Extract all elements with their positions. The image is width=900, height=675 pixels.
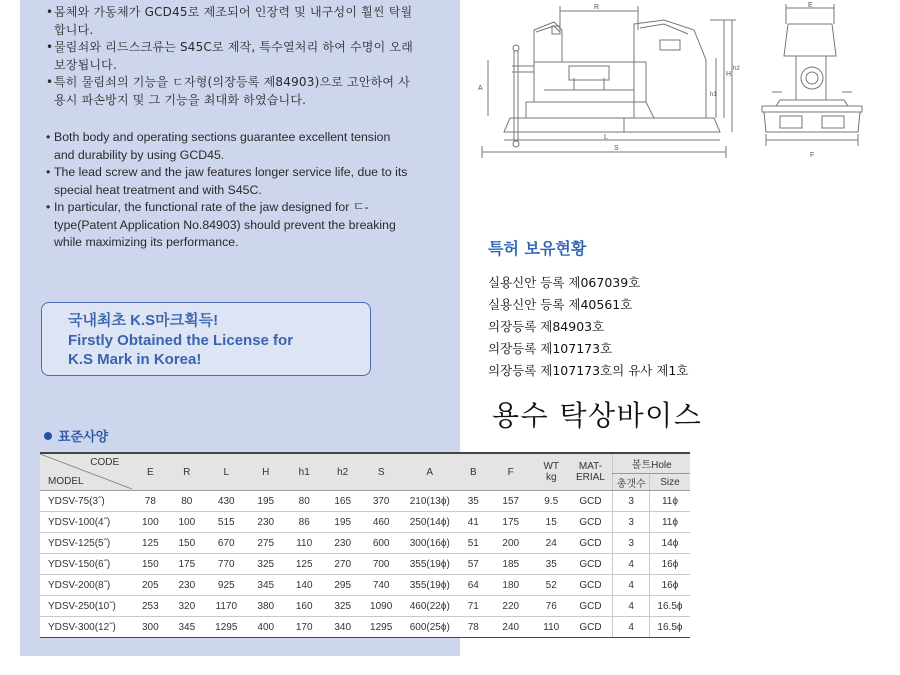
table-row xyxy=(40,596,690,617)
feature-en-item: • The lead screw and the jaw features longer service life, due to its special heat treatment and with S45C. xyxy=(46,164,412,199)
spec-cell: GCD xyxy=(568,512,613,533)
table-row xyxy=(40,512,690,533)
spec-cell: 11ϕ xyxy=(649,491,690,512)
spec-cell: 200 xyxy=(487,533,534,554)
spec-cell: 1170 xyxy=(206,596,246,617)
spec-cell: GCD xyxy=(568,554,613,575)
spec-cell: 295 xyxy=(323,575,361,596)
dim-label-h: H xyxy=(726,71,732,78)
spec-cell: 740 xyxy=(362,575,400,596)
model-code-cell: YDSV-250(10˝) xyxy=(40,596,133,617)
spec-cell: 325 xyxy=(247,554,285,575)
table-row xyxy=(40,617,690,638)
spec-cell: 170 xyxy=(285,617,323,638)
model-code-cell: YDSV-125(5˝) xyxy=(40,533,133,554)
spec-cell: 180 xyxy=(487,575,534,596)
spec-cell: 600(25ϕ) xyxy=(400,617,459,638)
spec-cell: 670 xyxy=(206,533,246,554)
model-code-cell: YDSV-100(4˝) xyxy=(40,512,133,533)
spec-cell: 16.5ϕ xyxy=(649,596,690,617)
spec-cell: GCD xyxy=(568,533,613,554)
dim-label-h1: h1 xyxy=(710,92,717,98)
spec-cell: 230 xyxy=(247,512,285,533)
spec-cell: 76 xyxy=(534,596,568,617)
spec-cell: 71 xyxy=(459,596,487,617)
spec-cell: 270 xyxy=(323,554,361,575)
spec-cell: GCD xyxy=(568,575,613,596)
spec-cell: 515 xyxy=(206,512,246,533)
spec-cell: 253 xyxy=(133,596,167,617)
spec-cell: 230 xyxy=(168,575,206,596)
model-code-cell: YDSV-300(12˝) xyxy=(40,617,133,638)
spec-cell: 320 xyxy=(168,596,206,617)
spec-cell: 355(19ϕ) xyxy=(400,554,459,575)
spec-cell: 925 xyxy=(206,575,246,596)
spec-cell: 185 xyxy=(487,554,534,575)
feature-ko-item: • 특히 물림쇠의 기능을 ㄷ자형(의장등록 제84903)으로 고안하여 사용시 파손방지 및 그 기능을 최대화 하였습니다. xyxy=(46,74,414,109)
feature-en-item: • Both body and operating sections guarantee excellent tension and durability by using GCD45. xyxy=(46,129,412,164)
patent-item: 의장등록 제84903호 xyxy=(488,319,605,334)
spec-cell: 11ϕ xyxy=(649,512,690,533)
header-bolt-size: Size xyxy=(649,474,690,491)
spec-cell: 35 xyxy=(459,491,487,512)
feature-ko-item: • 물림쇠와 리드스크류는 S45C로 제작, 특수열처리 하여 수명이 오래 보장됩니다. xyxy=(46,39,414,74)
header-f: F xyxy=(487,453,534,491)
spec-cell: 4 xyxy=(613,596,649,617)
side-view-drawing xyxy=(474,0,744,172)
patent-section xyxy=(488,236,688,382)
dim-label-h2: h2 xyxy=(733,66,740,72)
header-code-model xyxy=(40,453,133,491)
patent-title: 특허 보유현황 xyxy=(488,239,587,258)
spec-cell: 4 xyxy=(613,617,649,638)
spec-cell: 210(13ϕ) xyxy=(400,491,459,512)
dim-label-e: E xyxy=(808,2,813,9)
header-code: CODE xyxy=(90,457,120,468)
spec-cell: 3 xyxy=(613,491,649,512)
dim-label-s: S xyxy=(614,145,619,152)
spec-cell: 160 xyxy=(285,596,323,617)
front-view-drawing xyxy=(752,0,872,172)
spec-cell: 110 xyxy=(534,617,568,638)
spec-cell: 700 xyxy=(362,554,400,575)
spec-cell: 24 xyxy=(534,533,568,554)
spec-cell: 9.5 xyxy=(534,491,568,512)
spec-cell: 16ϕ xyxy=(649,575,690,596)
spec-cell: 16ϕ xyxy=(649,554,690,575)
header-s: S xyxy=(362,453,400,491)
ks-license-box xyxy=(41,302,371,376)
table-row xyxy=(40,491,690,512)
spec-cell: 140 xyxy=(285,575,323,596)
model-code-cell: YDSV-75(3˝) xyxy=(40,491,133,512)
model-code-cell: YDSV-200(8˝) xyxy=(40,575,133,596)
spec-cell: 57 xyxy=(459,554,487,575)
spec-cell: 250(14ϕ) xyxy=(400,512,459,533)
table-row xyxy=(40,575,690,596)
spec-cell: 195 xyxy=(247,491,285,512)
model-code-cell: YDSV-150(6˝) xyxy=(40,554,133,575)
spec-cell: 195 xyxy=(323,512,361,533)
spec-cell: 41 xyxy=(459,512,487,533)
spec-cell: 110 xyxy=(285,533,323,554)
header-material: MAT- ERIAL xyxy=(568,453,613,491)
spec-cell: 230 xyxy=(323,533,361,554)
spec-cell: 35 xyxy=(534,554,568,575)
spec-cell: 165 xyxy=(323,491,361,512)
spec-cell: GCD xyxy=(568,596,613,617)
spec-cell: 400 xyxy=(247,617,285,638)
spec-cell: 64 xyxy=(459,575,487,596)
spec-cell: 1090 xyxy=(362,596,400,617)
spec-cell: 275 xyxy=(247,533,285,554)
spec-cell: 380 xyxy=(247,596,285,617)
header-l: L xyxy=(206,453,246,491)
spec-cell: 80 xyxy=(168,491,206,512)
table-header-row xyxy=(40,453,690,474)
spec-cell: GCD xyxy=(568,617,613,638)
spec-cell: 100 xyxy=(168,512,206,533)
spec-cell: 4 xyxy=(613,575,649,596)
table-row xyxy=(40,554,690,575)
dim-label-l: L xyxy=(604,134,608,141)
spec-cell: 16.5ϕ xyxy=(649,617,690,638)
spec-cell: 51 xyxy=(459,533,487,554)
features-english xyxy=(46,129,412,252)
spec-section-title: 표준사양 xyxy=(44,426,108,445)
header-weight: WT kg xyxy=(534,453,568,491)
license-line-en-1: Firstly Obtained the License for xyxy=(68,331,294,349)
table-row xyxy=(40,533,690,554)
spec-cell: 15 xyxy=(534,512,568,533)
spec-cell: 355(19ϕ) xyxy=(400,575,459,596)
spec-cell: 150 xyxy=(168,533,206,554)
spec-cell: 460 xyxy=(362,512,400,533)
spec-cell: 1295 xyxy=(206,617,246,638)
spec-cell: 325 xyxy=(323,596,361,617)
patent-item: 실용신안 등록 제067039호 xyxy=(488,275,641,290)
header-r: R xyxy=(168,453,206,491)
spec-cell: 175 xyxy=(168,554,206,575)
dim-label-a: A xyxy=(478,85,483,92)
product-name: 용수 탁상바이스 xyxy=(492,399,703,432)
spec-cell: 175 xyxy=(487,512,534,533)
spec-cell: 345 xyxy=(168,617,206,638)
spec-cell: 86 xyxy=(285,512,323,533)
spec-cell: 3 xyxy=(613,533,649,554)
dim-label-r: R xyxy=(594,4,600,11)
spec-cell: 220 xyxy=(487,596,534,617)
spec-cell: 80 xyxy=(285,491,323,512)
header-h: H xyxy=(247,453,285,491)
spec-cell: 370 xyxy=(362,491,400,512)
spec-cell: 150 xyxy=(133,554,167,575)
spec-table xyxy=(40,452,690,638)
patent-item: 의장등록 제107173호 xyxy=(488,341,613,356)
spec-cell: 240 xyxy=(487,617,534,638)
spec-cell: 205 xyxy=(133,575,167,596)
spec-cell: 4 xyxy=(613,554,649,575)
spec-cell: 460(22ϕ) xyxy=(400,596,459,617)
spec-cell: 14ϕ xyxy=(649,533,690,554)
spec-cell: 100 xyxy=(133,512,167,533)
bullet-dot-icon xyxy=(44,432,52,440)
features-korean xyxy=(46,4,414,109)
header-b: B xyxy=(459,453,487,491)
spec-cell: 125 xyxy=(133,533,167,554)
dim-label-f: F xyxy=(810,152,815,159)
feature-en-item: • In particular, the functional rate of the jaw designed for ㄷ-type(Patent Application No.84903) should prevent the breaking while maximizing its performance. xyxy=(46,199,412,252)
header-h2: h2 xyxy=(323,453,361,491)
license-line-ko: 국내최초 K.S마크획득! xyxy=(68,312,219,329)
spec-cell: 600 xyxy=(362,533,400,554)
spec-cell: 300(16ϕ) xyxy=(400,533,459,554)
header-bolt-hole: 볼트Hole xyxy=(613,453,690,474)
header-model: MODEL xyxy=(48,476,84,487)
header-a: A xyxy=(400,453,459,491)
spec-cell: 770 xyxy=(206,554,246,575)
header-h1: h1 xyxy=(285,453,323,491)
spec-cell: 78 xyxy=(133,491,167,512)
spec-cell: 157 xyxy=(487,491,534,512)
spec-cell: 52 xyxy=(534,575,568,596)
spec-cell: 430 xyxy=(206,491,246,512)
header-bolt-count: 총갯수 xyxy=(613,474,649,491)
header-e: E xyxy=(133,453,167,491)
spec-table-body xyxy=(40,491,690,638)
spec-cell: 345 xyxy=(247,575,285,596)
spec-cell: GCD xyxy=(568,491,613,512)
spec-cell: 3 xyxy=(613,512,649,533)
patent-item: 의장등록 제107173호의 유사 제1호 xyxy=(488,363,689,378)
spec-cell: 125 xyxy=(285,554,323,575)
spec-cell: 300 xyxy=(133,617,167,638)
spec-cell: 340 xyxy=(323,617,361,638)
license-line-en-2: K.S Mark in Korea! xyxy=(68,351,202,368)
feature-ko-item: • 몸체와 가동체가 GCD45로 제조되어 인장력 및 내구성이 훨씬 탁월합니다. xyxy=(46,4,414,39)
spec-cell: 1295 xyxy=(362,617,400,638)
spec-cell: 78 xyxy=(459,617,487,638)
patent-item: 실용신안 등록 제40561호 xyxy=(488,297,633,312)
